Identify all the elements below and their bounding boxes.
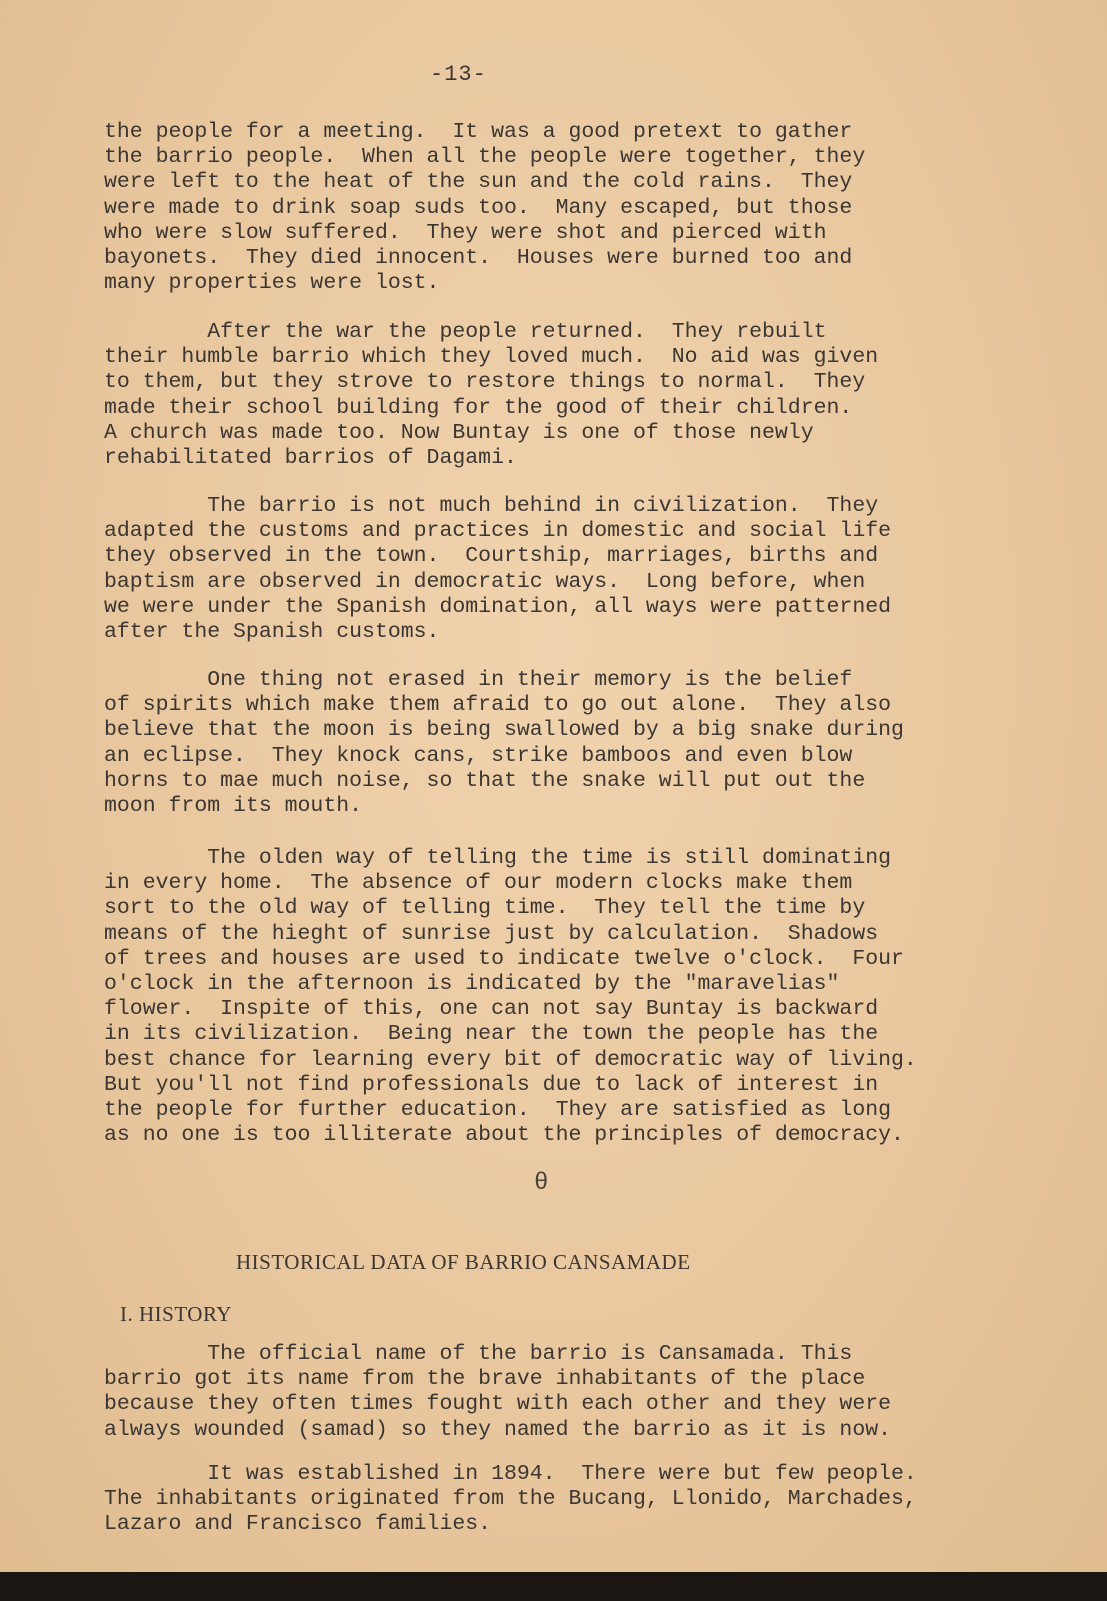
text-line: o'clock in the afternoon is indicated by the "maravelias" xyxy=(104,972,840,997)
text-line: moon from its mouth. xyxy=(104,794,363,819)
text-line: always wounded (samad) so they named the barrio as it is now. xyxy=(104,1417,892,1442)
text-line: barrio got its name from the brave inhabitants of the place xyxy=(104,1367,866,1392)
text-line: The inhabitants originated from the Bucang, Llonido, Marchades, xyxy=(104,1487,917,1512)
text-line: as no one is too illiterate about the principles of democracy. xyxy=(104,1123,904,1148)
text-line: The barrio is not much behind in civilization. They xyxy=(104,494,879,518)
text-line: Lazaro and Francisco families. xyxy=(104,1512,492,1537)
text-line: A church was made too. Now Buntay is one of those newly xyxy=(104,420,814,445)
text-line: The olden way of telling the time is still dominating xyxy=(104,846,892,870)
text-line: an eclipse. They knock cans, strike bamboos and even blow xyxy=(104,743,853,768)
text-line: because they often times fought with each other and they were xyxy=(104,1392,892,1417)
text-line: of trees and houses are used to indicate twelve o'clock. Four xyxy=(104,946,904,971)
scan-bottom-edge xyxy=(0,1572,1107,1601)
text-line: made their school building for the good of their children. xyxy=(104,395,853,420)
text-line: believe that the moon is being swallowed by a big snake during xyxy=(104,718,904,743)
paragraph-4 xyxy=(104,668,1044,819)
section-divider-ornament: θ xyxy=(534,1170,549,1197)
paragraph-1 xyxy=(104,120,1044,296)
text-line: the people for a meeting. It was a good pretext to gather xyxy=(104,120,853,144)
text-line: we were under the Spanish domination, all ways were patterned xyxy=(104,594,892,619)
text-line: they observed in the town. Courtship, marriages, births and xyxy=(104,544,879,569)
text-line: baptism are observed in democratic ways. Long before, when xyxy=(104,569,866,594)
text-line: their humble barrio which they loved much. No aid was given xyxy=(104,345,879,370)
history-paragraph-1 xyxy=(104,1342,1044,1443)
paragraph-2 xyxy=(104,320,1044,471)
text-line: bayonets. They died innocent. Houses were burned too and xyxy=(104,246,853,271)
text-line: who were slow suffered. They were shot and pierced with xyxy=(104,220,827,245)
text-line: After the war the people returned. They rebuilt xyxy=(104,320,827,344)
text-line: horns to mae much noise, so that the snake will put out the xyxy=(104,768,866,793)
text-line: best chance for learning every bit of democratic way of living. xyxy=(104,1047,917,1072)
text-line: the people for further education. They are satisfied as long xyxy=(104,1098,892,1123)
section-title: I. HISTORY xyxy=(120,1302,232,1326)
paragraph-3 xyxy=(104,494,1044,645)
paragraph-5 xyxy=(104,846,1044,1148)
text-line: adapted the customs and practices in domestic and social life xyxy=(104,519,892,544)
text-line: The official name of the barrio is Cansamada. This xyxy=(104,1342,853,1366)
text-line: to them, but they strove to restore things to normal. They xyxy=(104,370,866,395)
text-line: many properties were lost. xyxy=(104,271,440,296)
history-paragraph-2 xyxy=(104,1462,1044,1538)
text-line: One thing not erased in their memory is the belief xyxy=(104,668,853,692)
text-line: It was established in 1894. There were but few people. xyxy=(104,1462,917,1486)
text-line: were left to the heat of the sun and the cold rains. They xyxy=(104,170,853,195)
text-line: were made to drink soap suds too. Many escaped, but those xyxy=(104,195,853,220)
text-line: in its civilization. Being near the town the people has the xyxy=(104,1022,879,1047)
historical-data-heading: HISTORICAL DATA OF BARRIO CANSAMADE xyxy=(236,1250,691,1274)
text-line: means of the hieght of sunrise just by calculation. Shadows xyxy=(104,921,879,946)
page-number: -13- xyxy=(430,62,487,87)
text-line: But you'll not find professionals due to lack of interest in xyxy=(104,1072,879,1097)
text-line: sort to the old way of telling time. They tell the time by xyxy=(104,896,866,921)
text-line: rehabilitated barrios of Dagami. xyxy=(104,446,517,471)
text-line: of spirits which make them afraid to go out alone. They also xyxy=(104,693,892,718)
text-line: after the Spanish customs. xyxy=(104,620,440,645)
text-line: in every home. The absence of our modern clocks make them xyxy=(104,871,853,896)
text-line: flower. Inspite of this, one can not say Buntay is backward xyxy=(104,997,879,1022)
text-line: the barrio people. When all the people were together, they xyxy=(104,145,866,170)
